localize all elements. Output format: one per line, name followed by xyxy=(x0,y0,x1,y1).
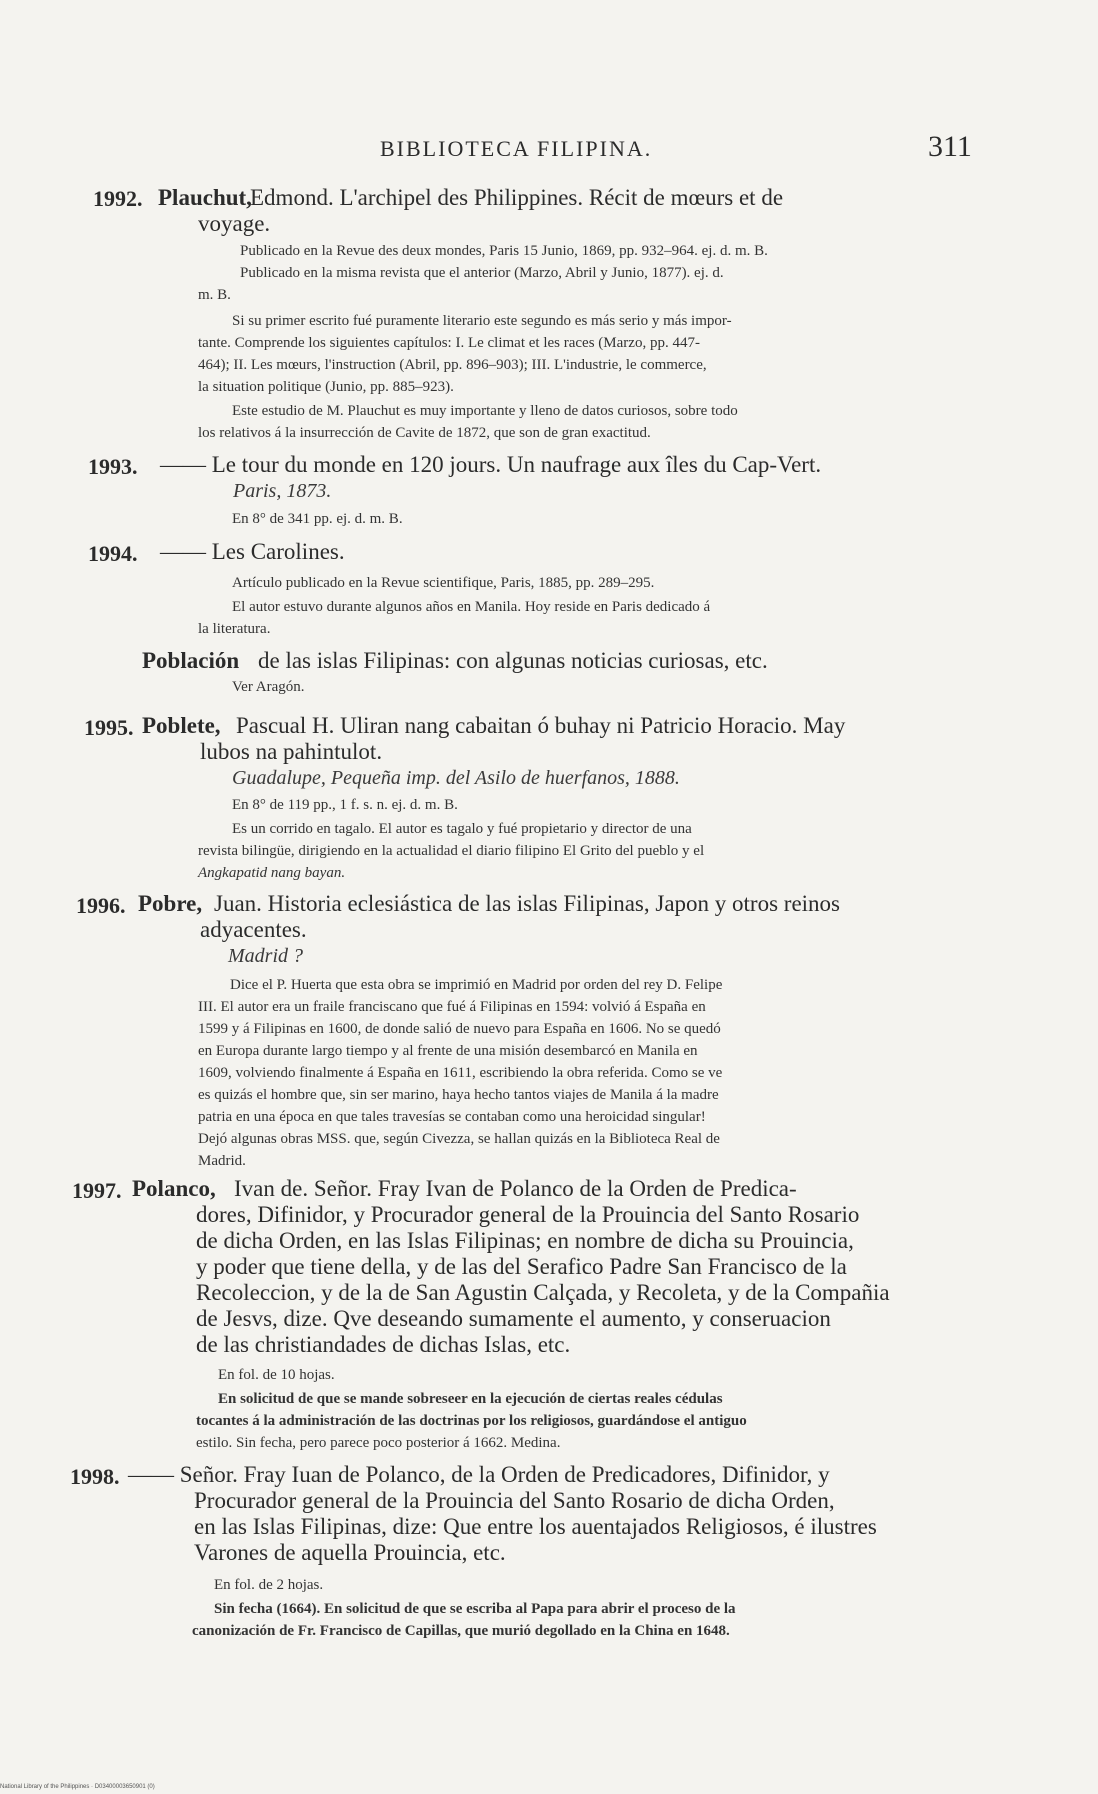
entry-number: 1998. xyxy=(70,1464,120,1489)
entry-title-line: de Jesvs, dize. Qve deseando sumamente el aumento, y conseruacion xyxy=(196,1306,831,1331)
entry-number: 1994. xyxy=(88,541,138,566)
note-line: Si su primer escrito fué puramente literario este segundo es más serio y más impor- xyxy=(232,313,732,329)
entry-title-line: voyage. xyxy=(198,211,271,236)
note-line: la situation politique (Junio, pp. 885–923). xyxy=(198,379,454,395)
entry-title-line: de dicha Orden, en las Islas Filipinas; en nombre de dicha su Prouincia, xyxy=(196,1228,854,1253)
entry-title-line: —— Les Carolines. xyxy=(160,539,345,564)
entry-title-line: Edmond. L'archipel des Philippines. Récit de mœurs et de xyxy=(250,185,784,210)
entry-title-line: dores, Difinidor, y Procurador general de la Prouincia del Santo Rosario xyxy=(196,1202,860,1227)
note-line: En fol. de 2 hojas. xyxy=(214,1577,324,1593)
entry-title-line: en las Islas Filipinas, dize: Que entre los auentajados Religiosos, é ilustres xyxy=(194,1514,877,1539)
note-line: patria en una época en que tales travesías se contaban como una heroicidad singular! xyxy=(198,1109,706,1125)
entry-author: Poblete, xyxy=(142,713,221,738)
page-number: 311 xyxy=(928,130,972,163)
note-line: estilo. Sin fecha, pero parece poco posterior á 1662. Medina. xyxy=(196,1435,561,1451)
note-line: m. B. xyxy=(198,287,231,303)
note-line: Angkapatid nang bayan. xyxy=(198,865,346,881)
entry-title-line: y poder que tiene della, y de las del Serafico Padre San Francisco de la xyxy=(196,1254,847,1279)
entry-imprint: Madrid ? xyxy=(228,945,303,967)
note-line: en Europa durante largo tiempo y al frente de una misión desembarcó en Manila en xyxy=(198,1043,698,1059)
entry-imprint: Paris, 1873. xyxy=(233,480,332,502)
note-line: En 8° de 119 pp., 1 f. s. n. ej. d. m. B. xyxy=(232,797,458,813)
note-line: En solicitud de que se mande sobreseer en la ejecución de ciertas reales cédulas xyxy=(218,1391,723,1407)
note-line: revista bilingüe, dirigiendo en la actualidad el diario filipino El Grito del pueblo y el xyxy=(198,843,705,859)
entry-imprint: Guadalupe, Pequeña imp. del Asilo de huerfanos, 1888. xyxy=(232,767,680,789)
entry-number: 1992. xyxy=(93,186,143,211)
note-line: los relativos á la insurrección de Cavite de 1872, que son de gran exactitud. xyxy=(198,425,651,441)
entry-title-line: de las christiandades de dichas Islas, etc. xyxy=(196,1332,571,1357)
note-line: 464); II. Les mœurs, l'instruction (Abril, pp. 896–903); III. L'industrie, le commerce, xyxy=(198,357,707,373)
entry-title-line: Recoleccion, y de la de San Agustin Calçada, y Recoleta, y de la Compañia xyxy=(196,1280,890,1305)
note-line: canonización de Fr. Francisco de Capillas, que murió degollado en la China en 1648. xyxy=(192,1623,730,1639)
scan-watermark: National Library of the Philippines · D03400003650901 (0) xyxy=(0,1784,155,1790)
note-line: 1609, volviendo finalmente á España en 1611, escribiendo la obra referida. Como se ve xyxy=(198,1065,723,1081)
entry-author: Pobre, xyxy=(138,891,203,916)
entry-author: Polanco, xyxy=(132,1176,216,1201)
note-line: En 8° de 341 pp. ej. d. m. B. xyxy=(232,511,403,527)
note-line: III. El autor era un fraile franciscano que fué á Filipinas en 1594: volvió á España en xyxy=(198,999,706,1015)
entry-number: 1996. xyxy=(76,893,126,918)
entry-title-line: Ivan de. Señor. Fray Ivan de Polanco de la Orden de Predica- xyxy=(234,1176,797,1201)
entry-number: 1997. xyxy=(72,1178,122,1203)
note-line: Madrid. xyxy=(198,1153,246,1169)
entry-number: 1995. xyxy=(84,715,134,740)
note-line: es quizás el hombre que, sin ser marino, haya hecho tantos viajes de Manila á la madre xyxy=(198,1087,719,1103)
entry-title-line: lubos na pahintulot. xyxy=(200,739,383,764)
entry-title-line: adyacentes. xyxy=(200,917,307,942)
note-line: El autor estuvo durante algunos años en Manila. Hoy reside en Paris dedicado á xyxy=(232,599,711,615)
note-line: la literatura. xyxy=(198,621,271,637)
entry-author: Plauchut, xyxy=(158,185,252,210)
note-line: Este estudio de M. Plauchut es muy importante y lleno de datos curiosos, sobre todo xyxy=(232,403,738,419)
note-line: En fol. de 10 hojas. xyxy=(218,1367,335,1383)
note-line: tocantes á la administración de las doctrinas por los religiosos, guardándose el antiguo xyxy=(196,1413,747,1429)
cross-reference: Ver Aragón. xyxy=(232,679,305,695)
entry-title-line: Procurador general de la Prouincia del Santo Rosario de dicha Orden, xyxy=(194,1488,835,1513)
entry-title-line: Varones de aquella Prouincia, etc. xyxy=(194,1540,506,1565)
entry-number: 1993. xyxy=(88,454,138,479)
note-line: Es un corrido en tagalo. El autor es tagalo y fué propietario y director de una xyxy=(232,821,692,837)
note-line: Dejó algunas obras MSS. que, según Civezza, se hallan quizás en la Biblioteca Real de xyxy=(198,1131,720,1147)
note-line: Dice el P. Huerta que esta obra se imprimió en Madrid por orden del rey D. Felipe xyxy=(230,977,723,993)
entry-title-line: —— Señor. Fray Iuan de Polanco, de la Orden de Predicadores, Difinidor, y xyxy=(128,1462,830,1487)
entry-title-line: Juan. Historia eclesiástica de las islas Filipinas, Japon y otros reinos xyxy=(214,891,840,916)
entry-title-line: —— Le tour du monde en 120 jours. Un naufrage aux îles du Cap-Vert. xyxy=(160,452,822,477)
note-line: Sin fecha (1664). En solicitud de que se escriba al Papa para abrir el proceso de la xyxy=(214,1601,736,1617)
running-header: BIBLIOTECA FILIPINA. xyxy=(380,136,653,161)
note-line: Publicado en la misma revista que el anterior (Marzo, Abril y Junio, 1877). ej. d. xyxy=(240,265,724,281)
note-line: Publicado en la Revue des deux mondes, Paris 15 Junio, 1869, pp. 932–964. ej. d. m. B. xyxy=(240,243,768,259)
note-line: tante. Comprende los siguientes capítulos: I. Le climat et les races (Marzo, pp. 447- xyxy=(198,335,700,351)
entry-title-line: Pascual H. Uliran nang cabaitan ó buhay ni Patricio Horacio. May xyxy=(236,713,846,738)
entry-title-line: de las islas Filipinas: con algunas noticias curiosas, etc. xyxy=(258,648,768,673)
note-line: 1599 y á Filipinas en 1600, de donde salió de nuevo para España en 1606. No se quedó xyxy=(198,1021,721,1037)
entry-heading: Población xyxy=(142,648,240,673)
note-line: Artículo publicado en la Revue scientifique, Paris, 1885, pp. 289–295. xyxy=(232,575,655,591)
